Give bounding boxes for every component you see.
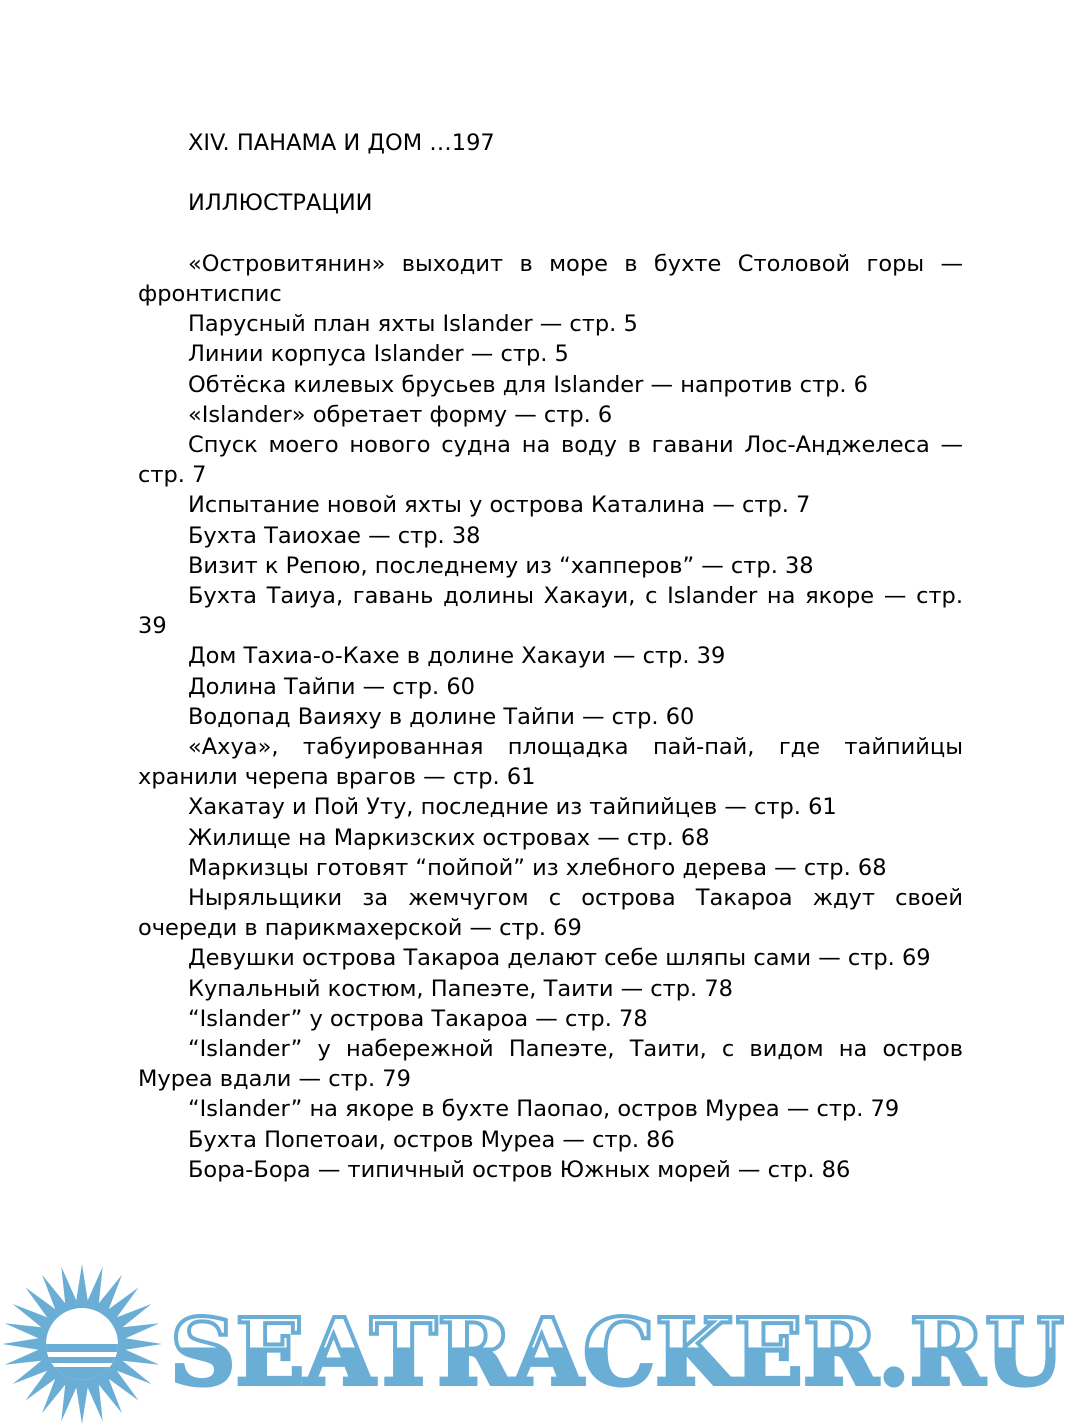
illustration-entry: Бухта Таиохае — стр. 38 [188, 522, 481, 549]
illustration-entry: Купальный костюм, Папеэте, Таити — стр. 78 [188, 975, 733, 1002]
spacer [138, 219, 963, 249]
illustration-entry: “Islander” на якоре в бухте Паопао, остров Муреа — стр. 79 [188, 1096, 900, 1123]
sun-icon [2, 1264, 162, 1424]
illustration-entry: Спуск моего нового судна на воду в гавани Лос-Анджелеса — стр. 7 [138, 432, 963, 489]
illustrations-heading: ИЛЛЮСТРАЦИИ [188, 190, 373, 217]
document-page [138, 128, 963, 1185]
illustration-entry: Дом Тахиа-о-Кахе в долине Хакауи — стр. 39 [188, 643, 726, 670]
illustration-entry: Испытание новой яхты у острова Каталина — стр. 7 [188, 492, 811, 519]
illustration-entry: Девушки острова Такароа делают себе шляпы сами — стр. 69 [188, 945, 931, 972]
seatracker-watermark [0, 1262, 1080, 1425]
illustration-entry: Обтёска килевых брусьев для Islander — напротив стр. 6 [188, 371, 868, 398]
illustrations-list [138, 249, 963, 1185]
illustration-entry: “Islander” у острова Такароа — стр. 78 [188, 1005, 648, 1032]
watermark-text: SEATRACKER.RU [170, 1298, 1064, 1406]
illustration-entry: Ныряльщики за жемчугом с острова Такароа ждут своей очереди в парикмахерской — стр. 69 [138, 885, 963, 942]
illustration-entry: “Islander” у набережной Папеэте, Таити, с видом на остров Муреа вдали — стр. 79 [138, 1036, 963, 1093]
illustration-entry: «Islander» обретает форму — стр. 6 [188, 401, 613, 428]
illustration-entry: Жилище на Маркизских островах — стр. 68 [188, 824, 710, 851]
illustration-entry: Визит к Репою, последнему из “хапперов” — стр. 38 [188, 552, 814, 579]
illustration-entry: Бора-Бора — типичный остров Южных морей — стр. 86 [188, 1156, 851, 1183]
illustration-entry: «Островитянин» выходит в море в бухте Столовой горы — фронтиспис [138, 250, 963, 307]
toc-entry-chapter-xiv: XIV. ПАНАМА И ДОМ …197 [188, 130, 495, 156]
spacer [138, 158, 963, 188]
illustration-entry: Бухта Таиуа, гавань долины Хакауи, с Islander на якоре — стр. 39 [138, 583, 963, 640]
illustration-entry: Долина Тайпи — стр. 60 [188, 673, 475, 700]
illustration-entry: Линии корпуса Islander — стр. 5 [188, 341, 569, 368]
illustration-entry: Водопад Ваияху в долине Тайпи — стр. 60 [188, 703, 695, 730]
illustration-entry: Хакатау и Пой Уту, последние из тайпийцев — стр. 61 [188, 794, 837, 821]
illustration-entry: Бухта Попетоаи, остров Муреа — стр. 86 [188, 1126, 675, 1153]
illustration-entry: «Ахуа», табуированная площадка пай-пай, где тайпийцы хранили черепа врагов — стр. 61 [138, 734, 963, 791]
illustration-entry: Парусный план яхты Islander — стр. 5 [188, 311, 638, 338]
illustration-entry: Маркизцы готовят “пойпой” из хлебного дерева — стр. 68 [188, 854, 887, 881]
